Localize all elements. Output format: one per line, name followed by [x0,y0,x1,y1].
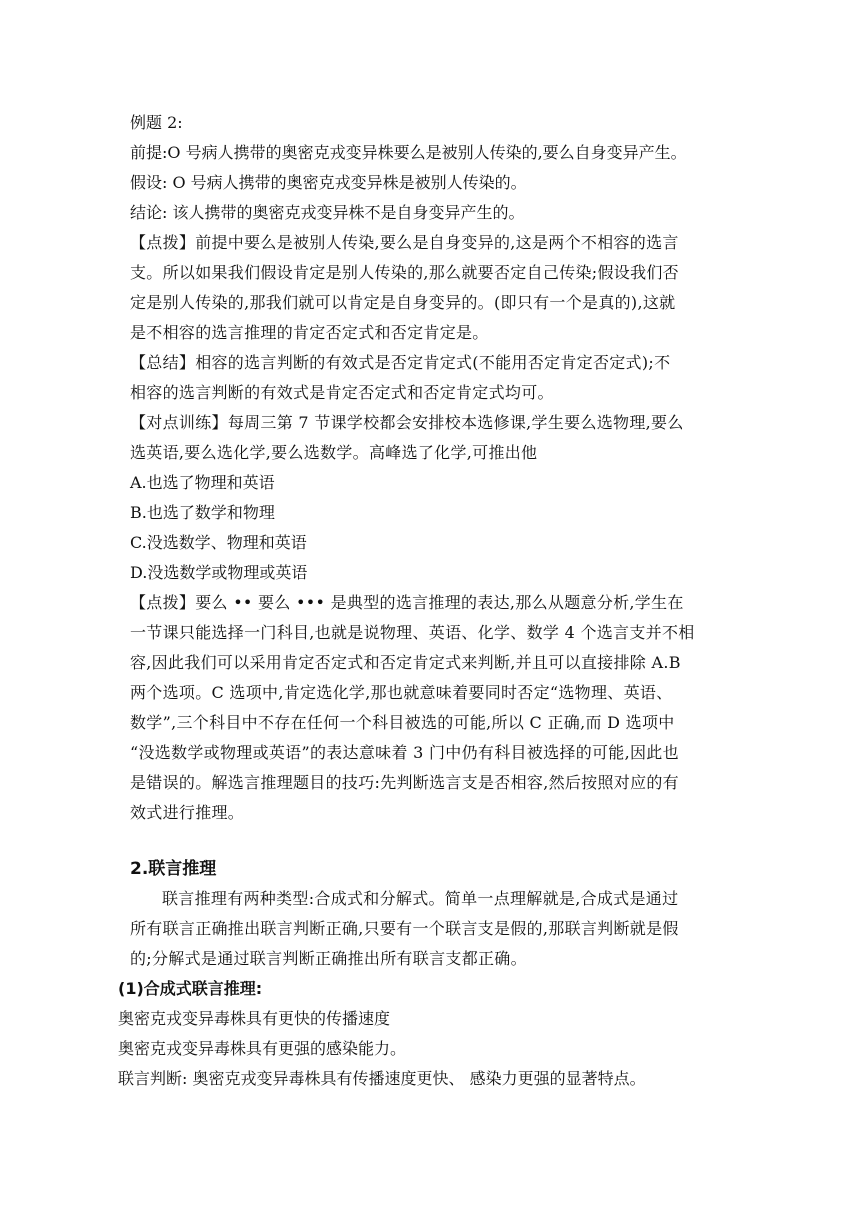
summary-line-1: 相容的选言判断的有效式是否定肯定式(不能用否定肯定否定式);不 [195,353,671,372]
summary-paragraph [130,348,730,408]
summary-line-2: 相容的选言判断的有效式是肯定否定式和否定肯定式均可。 [130,383,554,402]
hint2-line-1: 要么 •• 要么 ••• 是典型的选言推理的表达,那么从题意分析,学生在 [195,593,684,612]
hint2-line-7: 是错误的。解选言推理题目的技巧:先判断选言支是否相容,然后按照对应的有 [130,773,679,792]
hint-tag: 【点拨】 [130,593,196,612]
hint2-line-5: 数学”,三个科目中不存在任何一个科目被选的可能,所以 C 正确,而 D 选项中 [130,713,675,732]
hint1-line-4: 是不相容的选言推理的肯定否定式和否定肯定是。 [130,323,489,342]
document-page [118,108,730,1094]
section-line-3: 的;分解式是通过联言判断正确推出所有联言支都正确。 [130,949,527,968]
section-line-1: 联言推理有两种类型:合成式和分解式。简单一点理解就是,合成式是通过 [162,889,679,908]
example-title: 例题 2: [130,113,183,132]
section-title: 2.联言推理 [130,859,217,879]
hint-paragraph-1 [130,228,730,348]
subsection-title: (1)合成式联言推理: [118,979,263,998]
hint-paragraph-2 [130,588,730,828]
summary-tag: 【总结】 [130,353,196,372]
hint1-line-3: 定是别人传染的,那我们就可以肯定是自身变异的。(即只有一个是真的),这就 [130,293,676,312]
hint2-line-2: 一节课只能选择一门科目,也就是说物理、英语、化学、数学 4 个选言支并不相 [130,623,695,642]
hint2-line-8: 效式进行推理。 [130,803,245,822]
example-premise: 前提:O 号病人携带的奥密克戎变异株要么是被别人传染的,要么自身变异产生。 [130,143,687,162]
hint-tag: 【点拨】 [130,233,196,252]
training-tag: 【对点训练】 [130,413,228,432]
training-line-1: 每周三第 7 节课学校都会安排校本选修课,学生要么选物理,要么 [227,413,684,432]
hint2-line-4: 两个选项。C 选项中,肯定选化学,那也就意味着要同时否定“选物理、英语、 [130,683,673,702]
hint1-line-2: 支。所以如果我们假设肯定是别人传染的,那么就要否定自己传染;假设我们否 [130,263,679,282]
option-d: D.没选数学或物理或英语 [130,563,308,582]
example-conclusion: 结论: 该人携带的奥密克戎变异株不是自身变异产生的。 [130,203,525,222]
training-line-2: 选英语,要么选化学,要么选数学。高峰选了化学,可推出他 [130,443,538,462]
example-hypothesis: 假设: O 号病人携带的奥密克戎变异株是被别人传染的。 [130,173,527,192]
conjunct-item-2: 奥密克戎变异毒株具有更强的感染能力。 [118,1039,407,1058]
section-line-2: 所有联言正确推出联言判断正确,只要有一个联言支是假的,那联言判断就是假 [130,919,679,938]
option-c: C.没选数学、物理和英语 [130,533,307,552]
option-b: B.也选了数学和物理 [130,503,275,522]
training-paragraph [130,408,730,588]
section-intro-paragraph [130,884,730,974]
hint1-line-1: 前提中要么是被别人传染,要么是自身变异的,这是两个不相容的选言 [195,233,679,252]
conjunct-item-1: 奥密克戎变异毒株具有更快的传播速度 [118,1009,391,1028]
hint2-line-6: “没选数学或物理或英语”的表达意味着 3 门中仍有科目被选择的可能,因此也 [130,743,679,762]
hint2-line-3: 容,因此我们可以采用肯定否定式和否定肯定式来判断,并且可以直接排除 A.B [130,653,681,672]
option-a: A.也选了物理和英语 [130,473,275,492]
conjunct-judgment: 联言判断: 奥密克戎变异毒株具有传播速度更快、 感染力更强的显著特点。 [118,1069,646,1088]
